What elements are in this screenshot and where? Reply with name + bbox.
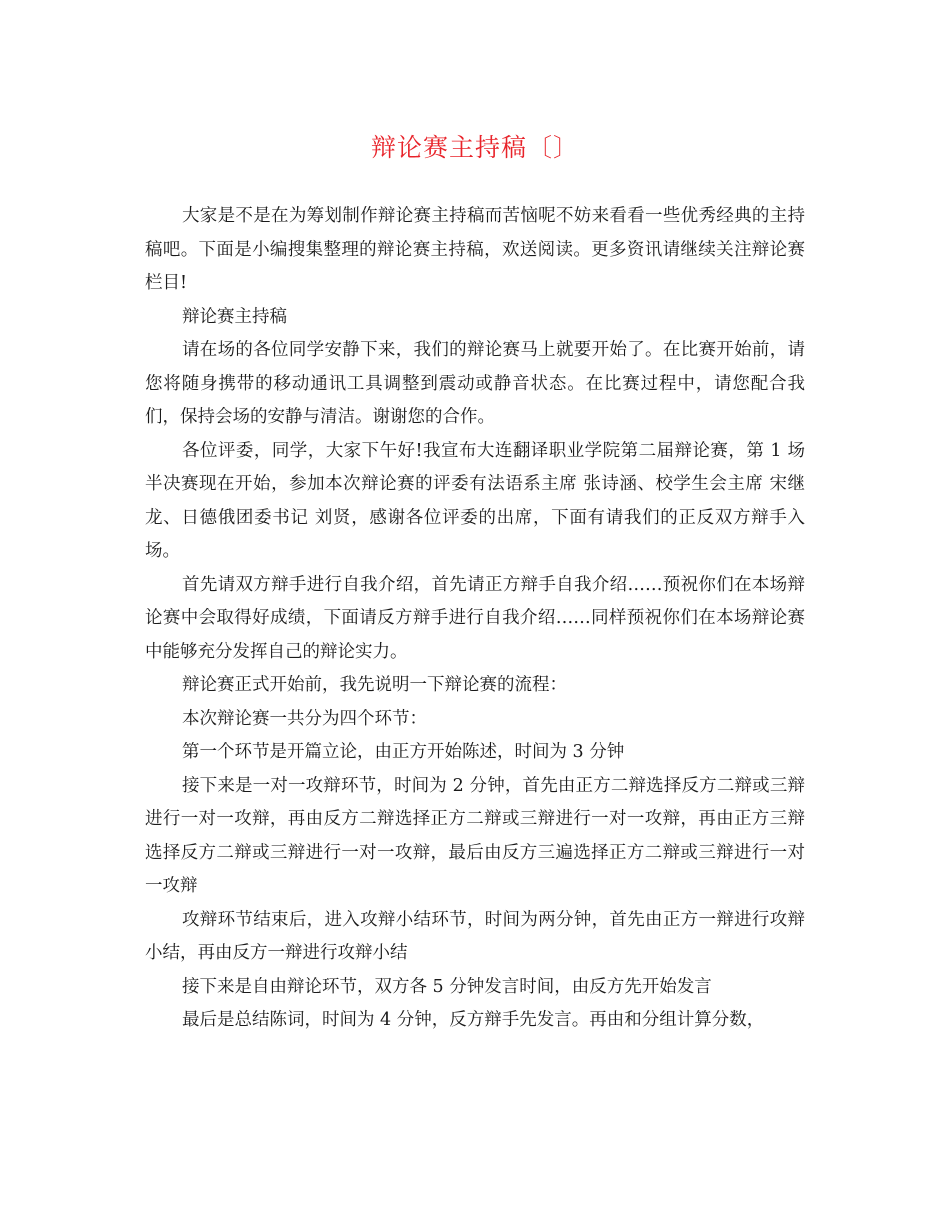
paragraph-four-sections: 本次辩论赛一共分为四个环节： [182, 708, 427, 729]
paragraph-cross-summary: 攻辩环节结束后，进入攻辩小结环节，时间为两分钟，首先由正方一辩进行攻辩小结，再由反方一辩进行攻辩小结 [145, 909, 805, 963]
paragraph-free-debate: 接下来是自由辩论环节，双方各 5 分钟发言时间，由反方先开始发言 [182, 976, 712, 997]
document-body [145, 200, 805, 1038]
paragraph-closing: 最后是总结陈词，时间为 4 分钟，反方辩手先发言。再由和分组计算分数， [182, 1010, 765, 1030]
paragraph-process-intro: 辩论赛正式开始前，我先说明一下辩论赛的流程： [182, 675, 567, 695]
document-title: 辩论赛主持稿〔〕 [370, 133, 579, 162]
paragraph-opening: 各位评委，同学，大家下午好!我宣布大连翻译职业学院第二届辩论赛，第 1 场半决赛现在开始，参加本次辩论赛的评委有法语系主席 张诗涵、校学生会主席 宋继龙、日德俄团委书记 刘贤，感谢各位评委的出席，下面有请我们的正反双方辩手入场。 [145, 440, 805, 561]
paragraph-self-introduction: 首先请双方辩手进行自我介绍，首先请正方辩手自我介绍……预祝你们在本场辩论赛中会取得好成绩，下面请反方辩手进行自我介绍……同样预祝你们在本场辩论赛中能够充分发挥自己的辩论实力。 [145, 574, 805, 662]
paragraph-section-one: 第一个环节是开篇立论，由正方开始陈述，时间为 3 分钟 [182, 742, 625, 762]
paragraph-quiet-request: 请在场的各位同学安静下来，我们的辩论赛马上就要开始了。在比赛开始前，请您将随身携带的移动通讯工具调整到震动或静音状态。在比赛过程中，请您配合我们，保持会场的安静与清洁。谢谢您的合作。 [145, 340, 805, 427]
paragraph-section-two: 接下来是一对一攻辩环节，时间为 2 分钟，首先由正方二辩选择反方二辩或三辩进行一对一攻辩，再由反方二辩选择正方二辩或三辩进行一对一攻辩，再由正方三辩选择反方二辩或三辩进行一对一攻辩，最后由反方三遍选择正方二辩或三辩进行一对一攻辩 [145, 775, 805, 896]
paragraph-subheading: 辩论赛主持稿 [182, 306, 287, 327]
paragraph-intro: 大家是不是在为筹划制作辩论赛主持稿而苦恼呢不妨来看看一些优秀经典的主持稿吧。下面是小编搜集整理的辩论赛主持稿，欢送阅读。更多资讯请继续关注辩论赛栏目! [145, 206, 805, 293]
